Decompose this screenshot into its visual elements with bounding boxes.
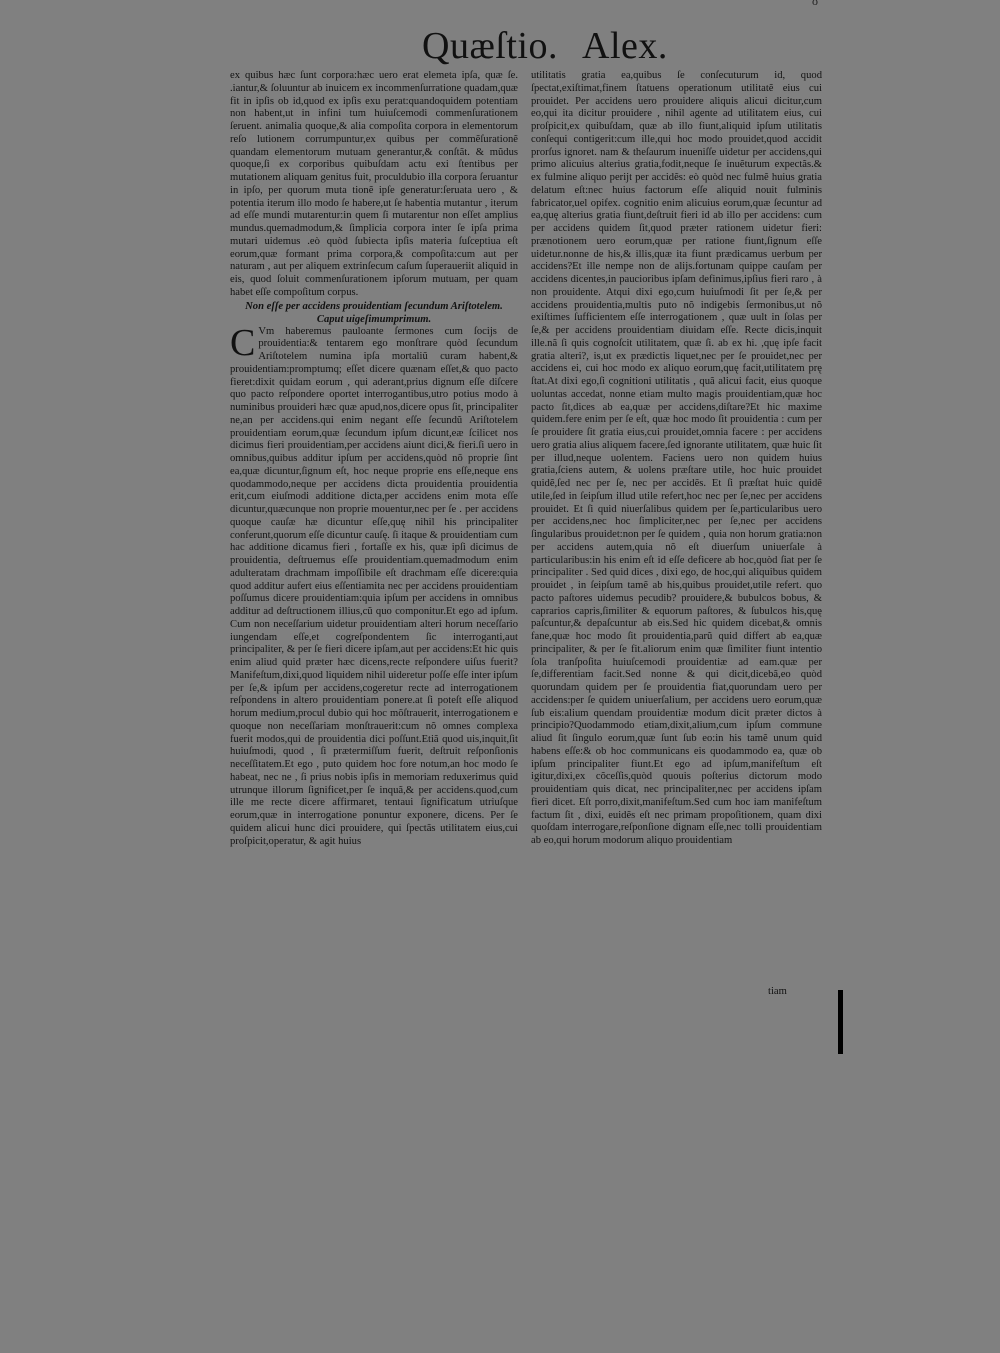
running-head-right: Alex. [582, 25, 668, 67]
right-column [531, 70, 822, 1000]
right-paragraph-1: utilitatis gratia ea,quibus ſe conſecuturum id, quod ſpectat,exiſtimat,finem ſtatuens operationum utilitatẽ eius cui prouidet. Per accidens uero prouidere aliquis alicui dicitur,cum eo,qui ita dicitur prouidere , nihil agente ad utilitatem eius, cui proſpicit,ex quibuſdam, quæ ab illo fiunt,aliquid ipſum utilitatis conſequi contigerit:cum ille,qui hoc modo prouidet,quod accidit prorſus ignoret. nam & theſaurum inueniſſe uidetur per accidens,qui primo alicuius alterius gratia,fodit,neque ſe inuẽturum expectãs.& ex fulmine aliquo perijt per accidẽs: eò quòd nec fulmẽ huius gratia delatum eſt:nec huius factorum eſſe aliquid nouit fulminis fabricator,uel opifex. cognitio enim alicuius eorum,quæ ſecuntur ad ea,quę alterius gratia fiunt,deſtruit fieri id ab illo per accidens: cum per accidens quidem ſit,quod præter rationem uidetur fieri: prænotionem uero eorum,quæ per ratione fiunt,ſignum eſſe uidetur.nonne de his,& illis,quæ ita fiunt prædicamus uerbum per accidens?Et ille nempe non de alijs.fortunam quippe cauſam per accidens dicentes,in paucioribus ipſam definimus,ipſius fieri raro , à non prouidente. Atqui dixi ego,cum huiuſmodi ſit per ſe,& per accidens prouidentia,multis puto nõ indigebis ſermonibus,ut nõ exiſtimes ſufficientem eſſe interrogationem , quæ uult in ſolas per ſe,& per accidens prouidentiam diuidam eſſe. Recte dicis,inquit ille.nã ſi quis cognoſcit utilitatem, quæ ſi. ab ex hi. ,quę ipſe facit gratia alteri?, is,ut ex prædictis liquet,nec per ſe prouidet,nec per accidens ei, cui hoc modo ex aliquo eorum,quę facit,utilitatem prę ſtat.At dixi ego,ſi cognitioni utilitatis , quã alicui facit, eius quoque uoluntas accedat, nonne etiam multo magis prouidentiam,quæ hoc pacto ſit,dices ab ea,quæ per accidens,diſtare?Et hic maxime quidem.fere enim per ſe eſt, quæ hoc modo ſit prouidentia : cum per ſe prouidere ſit gratia eius,cui prouidet,omnia facere : per accidens uero gratia alius aliquem facere,ſed ignorante utilitatem, quæ huic ſit per illud,neque uolentem. Faciens uero non quidem huius gratia,ſciens autem, & uolens præſtare utile, hoc huic prouidet quidẽ,ſed nec per ſe, nec per accidẽs. Et ſi præſtat huic quidẽ utile,ſed in ſeipſum illud utile refert,hoc nec per ſe,nec per accidens prouidet. Et ſi quid niuerſalibus quidem per ſe,particularibus uero per accidens,nec hoc ſimpliciter,nec per ſe,nec per accidens ſingularibus prouidet:non per ſe quidem , quia non horum gratia:non per accidens autem,quia nõ eſt diuerſum uniuerſale à particularibus:in his enim eſt id eſſe deficere ab hoc,quòd ſiat per ſe principaliter . Sed quid dices , dixi ego, de hoc,qui aliquibus quidem prouidet , in ſeipſum tamẽ ab his,quibus prouidet,utile refert. quo pacto paſtores uidemus pecudib? prouidere,& bubulcos bobus, & caprarios capris,ſimiliter & equorum paſtores, & ſubulcos his,quę paſcuntur,& depaſcuntur ab eis.Sed hic quidem dicebat,& omnis fane,quæ hoc modo ſit prouidentia,parũ quid differt ab ea,quæ principaliter, & per ſe fit.aliorum enim quæ ſimiliter fiunt intentio ſola tranſpoſita huiuſcemodi prouidentiæ ad eam.quæ per ſe,differentiam facit.Sed nonne & qui dicit,dicebã,eo quòd quorundam quidem per ſe prouidentia fiat,quorundam uero per accidens:per ſe quidem uniuerſalium, per accidens uero eorum,quæ ſub eis:alium quendam prouidentiæ modum dicit præter dictos à principio?Quodammodo etiam,dixit,alium,cum ipſum commune aliud ſit ſingulo eorum,quæ ſunt ſub eo:in his tamẽ unum quid habens eſſe:& ob hoc communicans eis quodammodo ea, quæ ob ipſum principaliter fiunt.Et ego ad ipſum,manifeſtum eſt igitur,dixi,ex cõceſſis,quòd quouis poſterius dictorum modo prouidentiam quis dicat, nec principaliter,nec per accidens ipſam fieri dicet. Eſt porro,dixit,manifeſtum.Sed cum hoc iam manifeſtum factum ſit , dixi, euidẽs eſt nec primam propoſitionem, quam dixi quoſdam interrogare,reſponſione dignam eſſe,nec tolli prouidentiam ab eo,qui horum modorum aliquo prouidentiam [531, 70, 822, 846]
left-paragraph-2: CVm haberemus pauloante ſermones cum ſocijs de prouidentia:& tentarem ego monſtrare quòd ſecundum Ariſtotelem numina ipſa mortaliũ curam habent,& prouidentiam:promptumq; eſſet dicere quænam eſſet,& quo pacto fieret:dixit quidam eorum , qui aderant,prius dignum eſſe diſcere quo pacto reſpondere oportet interrogantibus,utro potius modo à numinibus prouideri hæc quæ apud,nos,dicere opus ſit, principaliter ne,an per accidens.qui enim negant eſſe ſecundũ Ariſtotelem prouidentiam eorum,quæ ſecundum ipſum dicunt,eæ ſcilicet nos dicimus fieri prouidentiam,per accidens aiunt dici,& fieri.ſi uero in omnibus,quibus additur ipſum per accidens,quòd nõ proprie ſint ea,quæ dicuntur,ſignum eſt, hoc neque proprie ens eſſe,neque ens quodammodo,neque per accidens dicta prouidentia prouidentia erit,cum eiuſmodi additione dicta,per accidens enim mota eſſe dicuntur,quæcunque non proprie mouentur,nec per ſe . per accidens quoque cauſæ hæ dicuntur eſſe,quę nihil his principaliter conferunt,quorum eſſe dicuntur cauſę. ſi itaque & prouidentiam cum hac additione dicamus fieri , fortaſſe ex his, quæ ipſi dicimus de prouidentia, deſtruemus eſſe prouidentiam.quemadmodum enim adulteratam drachmam impoſſibile eſt drachmam eſſe dicere:quia quod additur aufert eius eſſentiamita nec per accidens prouidentiam poſſumus dicere prouidentiam:quia ipſum per accidens in omnibus additur ad deſtructionem illius,cũ quo componitur.Et ego ad ipſum. Cum non neceſſarium uidetur prouidentiam alteri horum neceſſario iungendam eſſe,et cogreſpondentem ſic interroganti,aut principaliter, & per ſe fieri dicere ipſam,aut per accidens:Et hic quis enim aliud quid præter hæc dicens,recte reſpondere uiſus fuerit?Manifeſtum,dixi,quod liquidem nihil uideretur poſſe eſſe inter ipſum per ſe,& ipſum per accidens,cogeretur recte ad interrogationem reſpondens in altero prouidentiam ponere.at ſi poteſt eſſe aliquod horum medium,procul dubio qui hoc mõſtrauerit, interrogationem e quoque non neceſſariam monſtrauerit:cum nõ omnes complexa fuerit modos,qui de prouidentia dici poſſunt.Etiã quod uis,inquit,ſit huiuſmodi, quod , ſi prætermiſſum fuerit, deſtruit reſponſionis neceſſitatem.Et ego , puto quidem hoc fore notum,an hoc modo ſe habeat, nec ne , ſi prius nobis ipſis in memoriam reduxerimus quid utrunque illorum ſignificet,per ſe inquã,& per accidens.quod,cum ille me recte dicere affirmaret, tentaui ſignificatum utriuſque eorum,quæ in interrogatione ponuntur exponere, dicens. Per ſe quidem alicui hunc dici prouidere, qui ſpectãs utilitatem eius,cui proſpicit,operatur, & agit huius [230, 321, 518, 847]
left-paragraph-1: ex quibus hæc ſunt corpora:hæc uero erat elemeta ipſa, quæ ſe. .iantur,& ſoluuntur ab inuicem ex incommenſurratione quadam,quæ fit in ipſis ob id,quod ex ipſis exu perat:quandoquidem potentiam non habent,ut in infini tum huiuſcemodi commenſurationem ſeruent. animalia quoque,& alia compoſita corpora in elementorum reſo lutionem corrumpuntur,ex quibus per commẽſurationẽ quandam elementorum mutuam generantur,& conſtãt. & mũdus quoque,ſi ex corporibus quibuſdam actu exi ſtentibus per mutationem aliquam genitus fuit, proculdubio illa corpora ſeruantur in ipſo, per quorum muta tionẽ ipſe generatur:ſeruata uero , & potentia iterum illo modo ſe habere,ut ſe habentia mutantur , iterum ad eſſe mundi mutarentur:in quem ſi mutarentur non eſſet amplius mundus.quemadmodum,& ſimplicia corpora inter ſe ipſa prima mutari uidemus .eò quòd ſubiecta ipſis materia ſuſceptiua eſt eorum,quæ formant prima corpora,& compoſita:cum aut per naturam , aut per aliquem extrinſecum caſum ſuperaueriit aliquid in eis, quod ſoluit commenſurationem ipſorum mutuam, per quam habet eſſe compoſitum corpus. [230, 70, 518, 298]
page-edge-rule [838, 990, 843, 1054]
chapter-heading: Non eſſe per accidens prouidentiam ſecundum Ariſtotelem. Caput uigeſimumprimum. [245, 300, 503, 325]
running-head [0, 24, 1000, 72]
catchword: tiam [768, 986, 787, 997]
corner-mark: o [812, 0, 818, 8]
left-column [230, 70, 518, 990]
running-head-left: Quæſtio. [422, 25, 558, 67]
